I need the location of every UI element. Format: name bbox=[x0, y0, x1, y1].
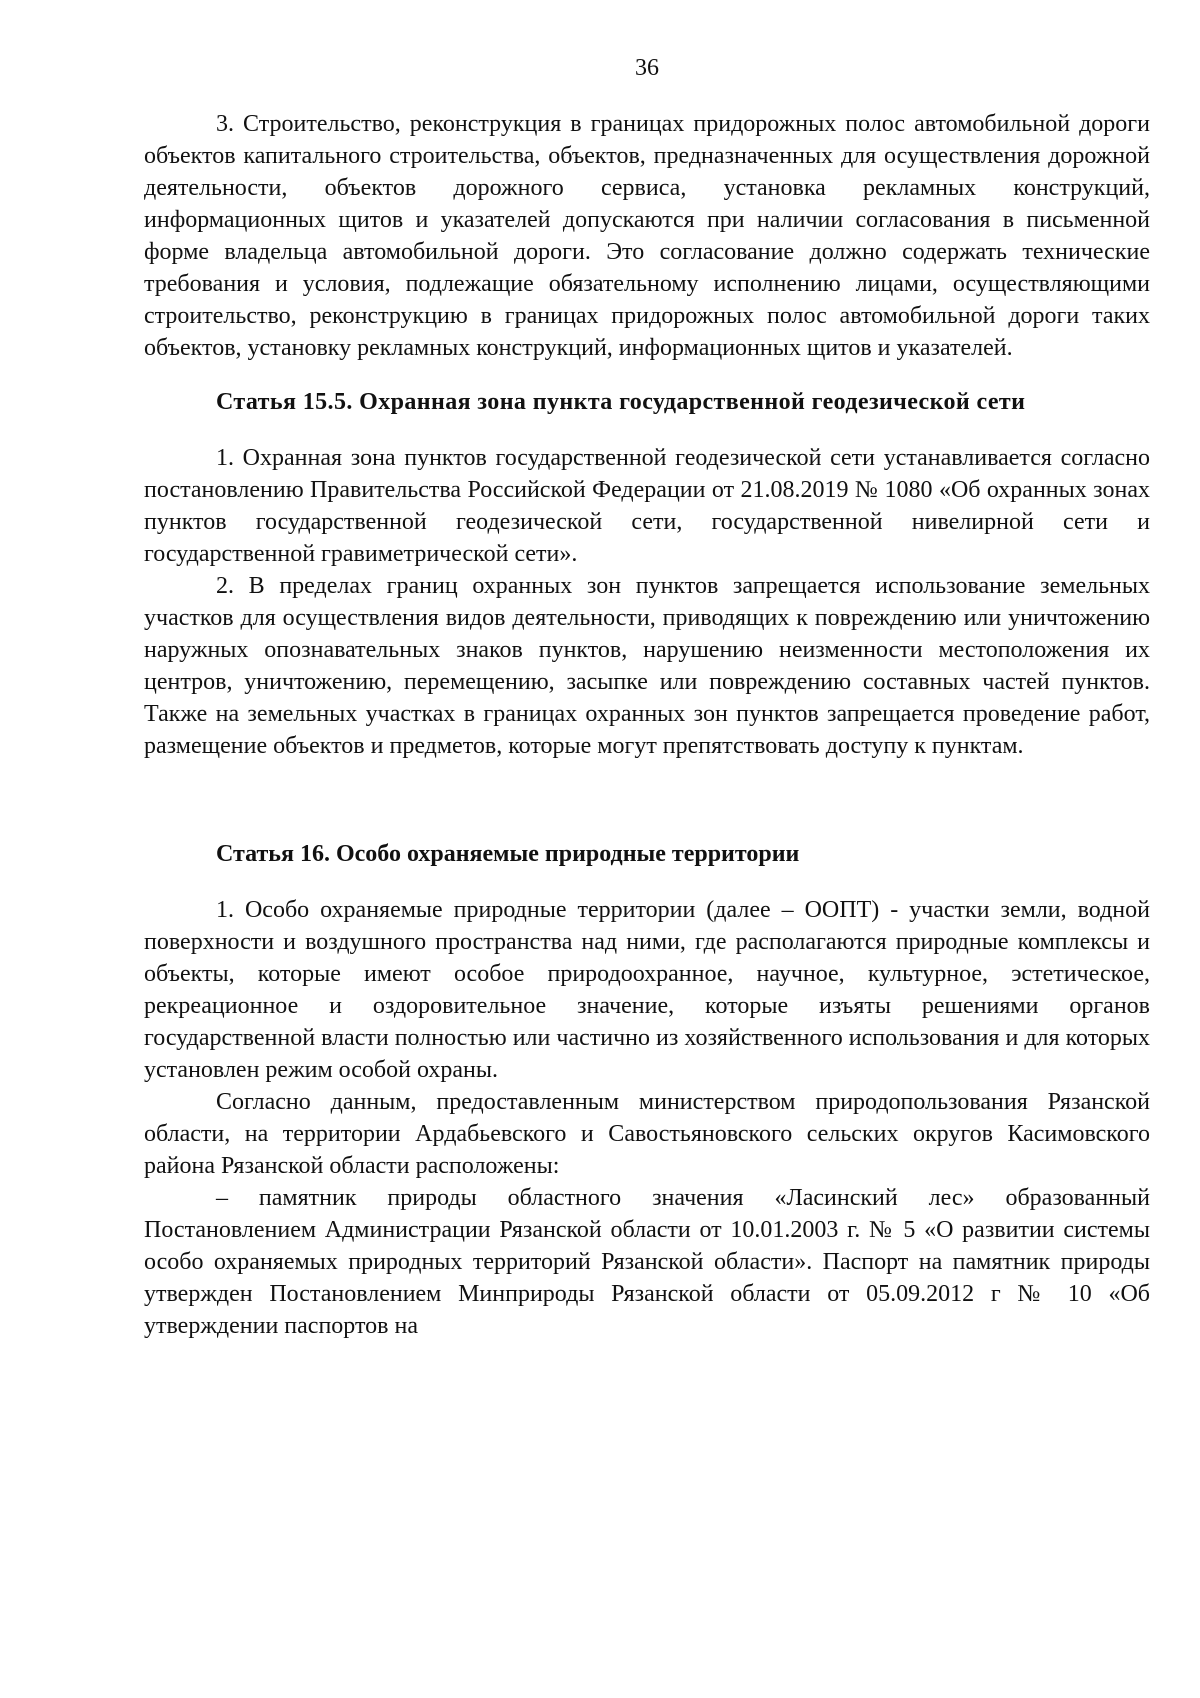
paragraph-geodetic-restrictions: 2. В пределах границ охранных зон пунктов запрещается использование земельных участков для осуществления видов деятельности, приводящих к повреждению или уничтожению наружных опознавательных знаков пунктов, нарушению неизменности местоположения их центров, уничтожению, перемещению, засыпке или повреждению составных частей пунктов. Также на земельных участках в границах охранных зон пунктов запрещается проведение работ, размещение объектов и предметов, которые могут препятствовать доступу к пунктам. bbox=[144, 573, 1150, 759]
paragraph-construction-roadside: 3. Строительство, реконструкция в границах придорожных полос автомобильной дороги объектов капитального строительства, объектов, предназначенных для осуществления дорожной деятельности, объектов дорожного сервиса, установка рекламных конструкций, информационных щитов и указателей допускаются при наличии согласования в письменной форме владельца автомобильной дороги. Это согласование должно содержать технические требования и условия, подлежащие обязательному исполнению лицами, осуществляющими строительство, реконструкцию в границах придорожных полос автомобильной дороги таких объектов, установку рекламных конструкций, информационных щитов и указателей. bbox=[144, 111, 1150, 361]
article-15-5-heading: Статья 15.5. Охранная зона пункта государственной геодезической сети bbox=[216, 389, 1026, 415]
paragraph-oopt-definition: 1. Особо охраняемые природные территории (далее – ООПТ) - участки земли, водной поверхности и воздушного пространства над ними, где располагаются природные комплексы и объекты, которые имеют особое природоохранное, научное, культурное, эстетическое, рекреационное и оздоровительное значение, которые изъяты решениями органов государственной власти полностью или частично из хозяйственного использования и для которых установлен режим особой охраны. bbox=[144, 897, 1150, 1083]
page-number: 36 bbox=[635, 55, 659, 81]
paragraph-ministry-data: Согласно данным, предоставленным министерством природопользования Рязанской области, на территории Ардабьевского и Савостьяновского сельских округов Касимовского района Рязанской области расположены: bbox=[144, 1089, 1150, 1179]
paragraph-lasinsky-forest: – памятник природы областного значения «Ласинский лес» образованный Постановлением Администрации Рязанской области от 10.01.2003 г. № 5 «О развитии системы особо охраняемых природных территорий Рязанской области». Паспорт на памятник природы утвержден Постановлением Минприроды Рязанской области от 05.09.2012 г № 10 «Об утверждении паспортов на bbox=[144, 1185, 1150, 1339]
article-16-heading: Статья 16. Особо охраняемые природные территории bbox=[216, 841, 800, 867]
paragraph-geodetic-zone: 1. Охранная зона пунктов государственной геодезической сети устанавливается согласно постановлению Правительства Российской Федерации от 21.08.2019 № 1080 «Об охранных зонах пунктов государственной геодезической сети, государственной нивелирной сети и государственной гравиметрической сети». bbox=[144, 445, 1150, 567]
